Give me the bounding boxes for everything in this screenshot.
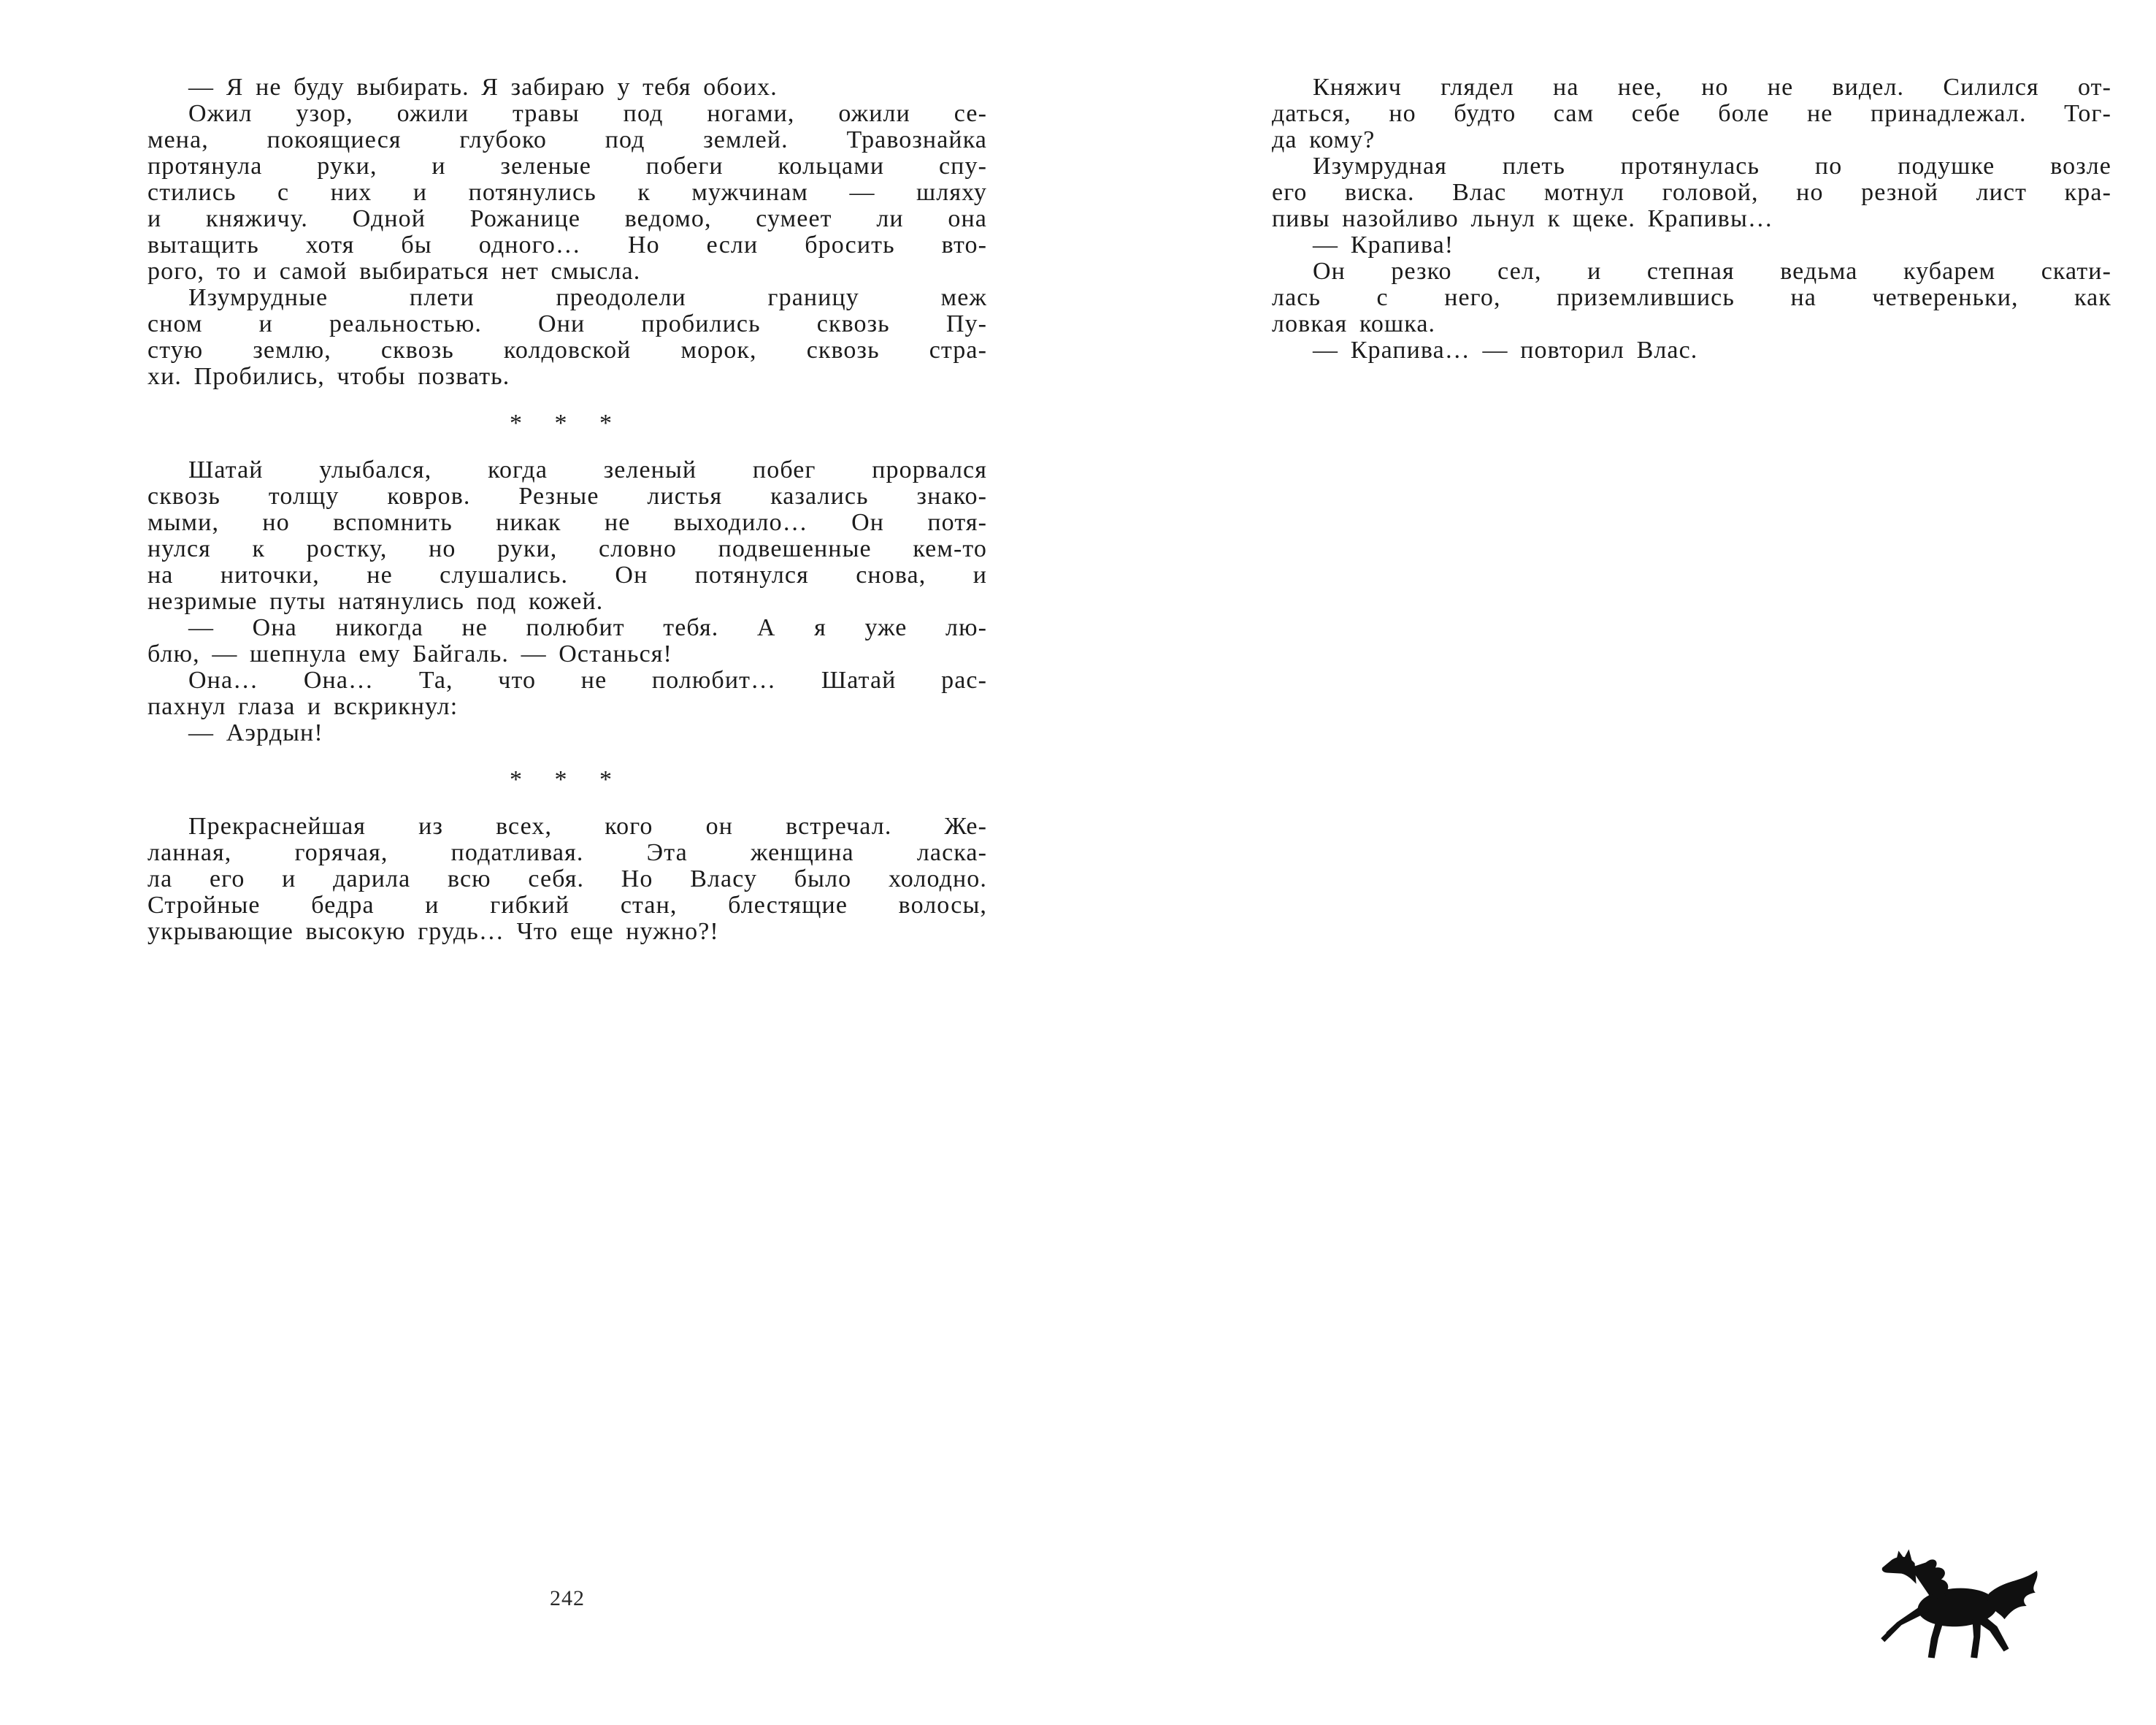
text-line: протянула руки, и зеленые побеги кольцами спу- [147,153,987,180]
text-line: Она… Она… Та, что не полюбит… Шатай рас- [188,667,987,694]
text-line: нулся к ростку, но руки, словно подвешенные кем-то [147,535,987,562]
text-line: Изумрудные плети преодолели границу меж [188,284,987,311]
text-line: ловкая кошка. [1272,310,1436,337]
text-line: мена, покоящиеся глубоко под землей. Травознайка [147,126,987,153]
text-line: и княжичу. Одной Рожанице ведомо, сумеет ли она [147,205,987,232]
text-line: да кому? [1272,126,1376,153]
paragraph [1272,74,2111,153]
text-line: ланная, горячая, податливая. Эта женщина ласка- [147,839,987,866]
section-separator: * * * [510,410,625,437]
text-line: незримые путы натянулись под кожей. [147,588,604,615]
text-line: Шатай улыбался, когда зеленый побег прорвался [188,456,987,483]
paragraph [1272,259,2111,337]
paragraph [1272,153,2111,232]
text-line: Стройные бедра и гибкий стан, блестящие волосы, [147,892,987,919]
text-line: Изумрудная плеть протянулась по подушке возле [1313,153,2111,180]
text-line: мыми, но вспомнить никак не выходило… Он потя- [147,509,987,536]
text-line: сквозь толщу ковров. Резные листья казались знако- [147,483,987,510]
text-line: на ниточки, не слушались. Он потянулся снова, и [147,562,987,589]
text-line: даться, но будто сам себе боле не принадлежал. Тог- [1272,100,2111,127]
text-line: Княжич глядел на нее, но не видел. Силился от- [1313,74,2111,101]
paragraph [147,74,987,101]
text-line: сном и реальностью. Они пробились сквозь Пу- [147,310,987,337]
text-line: стую землю, сквозь колдовской морок, сквозь стра- [147,337,987,364]
text-line: Прекраснейшая из всех, кого он встречал. Же- [188,813,987,840]
text-line: вытащить хотя бы одного… Но если бросить вто- [147,232,987,259]
text-line: хи. Пробились, чтобы позвать. [147,363,510,390]
paragraph [147,814,987,945]
text-line: пахнул глаза и вскрикнул: [147,693,459,720]
paragraph [1272,337,2111,364]
paragraph [147,457,987,615]
text-line: рого, то и самой выбираться нет смысла. [147,258,641,285]
left-page-text [147,74,987,945]
right-page-text [1272,74,2111,364]
text-line: — Крапива! [1313,232,1454,259]
text-line: — Я не буду выбирать. Я забираю у тебя обоих. [188,74,778,101]
text-line: стились с них и потянулись к мужчинам — шляху [147,179,987,206]
paragraph [147,720,987,746]
text-line: — Она никогда не полюбит тебя. А я уже лю- [188,614,987,641]
page-number: 242 [550,1586,585,1610]
text-line: лась с него, приземлившись на четвереньки, как [1272,284,2111,311]
paragraph [1272,232,2111,259]
text-line: ла его и дарила всю себя. Но Власу было холодно. [147,865,987,892]
text-line: блю, — шепнула ему Байгаль. — Останься! [147,640,672,668]
text-line: его виска. Влас мотнул головой, но резной лист кра- [1272,179,2111,206]
text-line: укрывающие высокую грудь… Что еще нужно?! [147,918,719,945]
section-separator: * * * [510,766,625,793]
text-line: Ожил узор, ожили травы под ногами, ожили се- [188,100,987,127]
text-line: пивы назойливо льнул к щеке. Крапивы… [1272,205,1773,232]
paragraph [147,668,987,720]
paragraph [147,101,987,285]
paragraph [147,285,987,390]
text-line: — Крапива… — повторил Влас. [1313,337,1698,364]
text-line: — Аэрдын! [188,719,323,746]
paragraph [147,615,987,668]
horse-silhouette-icon [1860,1547,2052,1675]
text-line: Он резко сел, и степная ведьма кубарем скати- [1313,258,2111,285]
